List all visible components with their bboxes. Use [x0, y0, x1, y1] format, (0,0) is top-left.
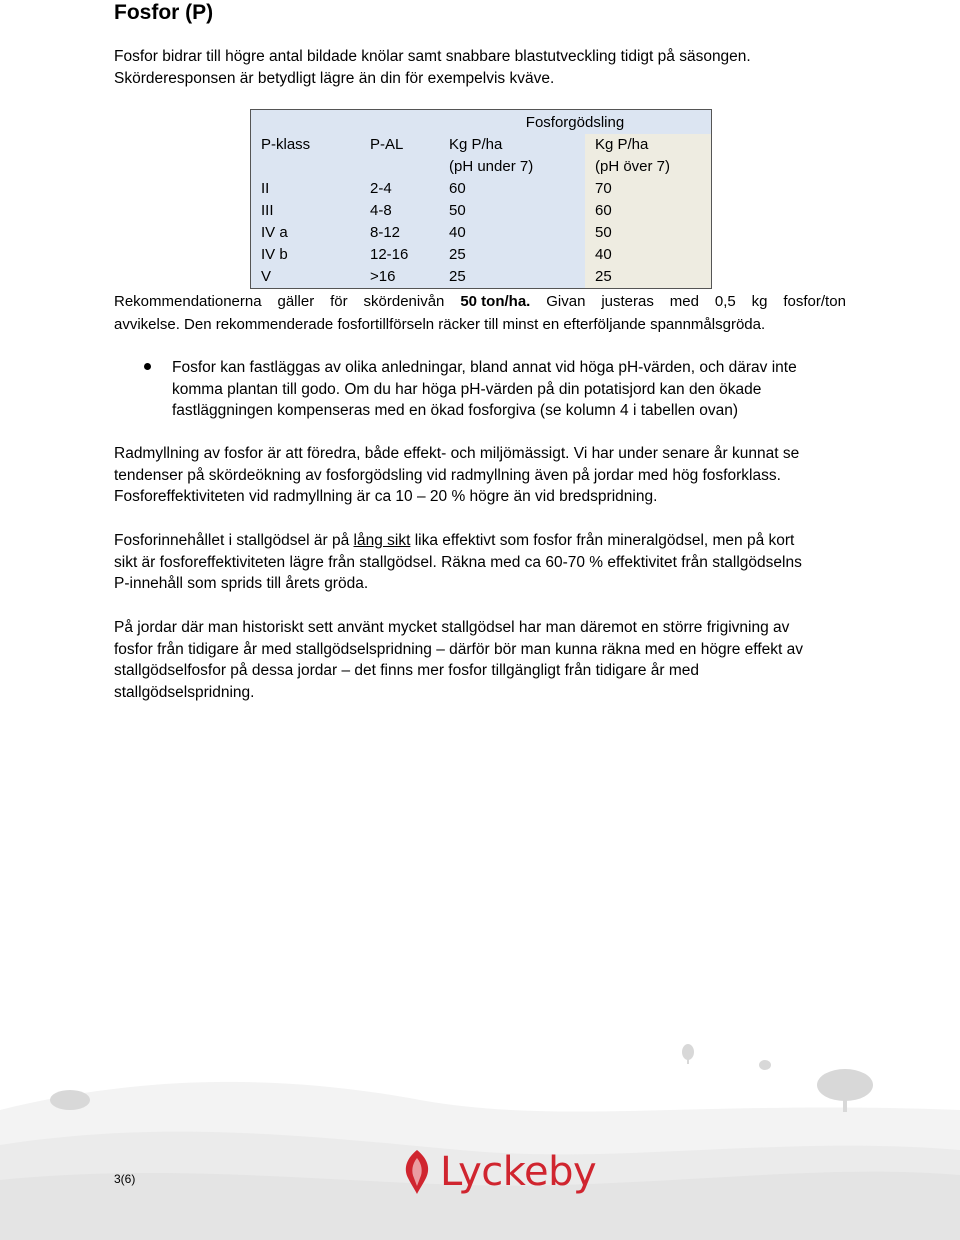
- table-cell: 25: [439, 244, 585, 266]
- table-cell: V: [251, 266, 360, 288]
- underlined-phrase: lång sikt: [353, 532, 411, 549]
- recommendation-text: [114, 290, 846, 336]
- recommendation-line-1: Rekommendationerna gäller för skördenivån 50 ton/ha. Givan justeras med 0,5 kg fosfor/ton: [114, 290, 846, 313]
- table-cell: 40: [439, 222, 585, 244]
- table-cell: 50: [585, 222, 711, 244]
- paragraph-jordar: På jordar där man historiskt sett använt mycket stallgödsel har man däremot en större frigivning av fosfor från tidigare år med stallgödselspridning – därför bör man kunna räkna med en högre effekt av stallgödselfosfor på dessa jordar – det finns mer fosfor tillgängligt från tidigare år med stallgödselspridning.: [114, 619, 803, 702]
- fosfor-table: [251, 110, 711, 288]
- table-cell: 60: [439, 178, 585, 200]
- lyckeby-logo: [400, 1148, 596, 1196]
- table-row: [251, 244, 711, 266]
- table-header-pklass: P-klass: [251, 134, 360, 156]
- lyckeby-mark-icon: [400, 1148, 434, 1196]
- table-cell: 25: [439, 266, 585, 288]
- table-row: [251, 178, 711, 200]
- table-subheader-over: (pH över 7): [585, 156, 711, 178]
- table-cell: >16: [360, 266, 439, 288]
- table-header-kg-over: Kg P/ha: [585, 134, 711, 156]
- table-cell: 2-4: [360, 178, 439, 200]
- table-corner: [251, 110, 360, 134]
- bullet-item: Fosfor kan fastläggas av olika anledningar, bland annat vid höga pH-värden, och därav inte komma plantan till godo. Om du har höga pH-värden på din potatisjord kan den ökade fastläggningen kompenseras med en ökad fosforgiva (se kolumn 4 i tabellen ovan): [172, 359, 797, 420]
- table-cell: II: [251, 178, 360, 200]
- table-subheader-under: (pH under 7): [439, 156, 585, 178]
- table-group-header: Fosforgödsling: [439, 110, 711, 134]
- recommendation-line-2: avvikelse. Den rekommenderade fosfortillförseln räcker till minst en efterföljande spannmålsgröda.: [114, 316, 766, 333]
- paragraph-stallgodsel: Fosforinnehållet i stallgödsel är på lång sikt lika effektivt som fosfor från mineralgödsel, men på kort sikt är fosforeffektiviteten lägre från stallgödsel. Räkna med ca 60-70 % effektivitet från stallgödselns P-innehåll som sprids till årets gröda.: [114, 532, 802, 593]
- table-row: [251, 266, 711, 288]
- table-cell: IV a: [251, 222, 360, 244]
- landscape-illustration: [0, 1040, 960, 1240]
- table-header-kg-under: Kg P/ha: [439, 134, 585, 156]
- table-cell: 60: [585, 200, 711, 222]
- table-cell: 40: [585, 244, 711, 266]
- table-row: [251, 200, 711, 222]
- intro-line-1: Fosfor bidrar till högre antal bildade knölar samt snabbare blastutveckling tidigt på säsongen.: [114, 48, 751, 65]
- page-title: Fosfor (P): [114, 1, 214, 24]
- paragraph-radmyllning: Radmyllning av fosfor är att föredra, både effekt- och miljömässigt. Vi har under senare år kunnat se tendenser på skördeökning av fosforgödsling vid radmyllning även på jordar med hög fosforklass. Fosforeffektiviteten vid radmyllning är ca 10 – 20 % högre än vid bredspridning.: [114, 445, 800, 506]
- page-number: 3(6): [114, 1172, 136, 1186]
- intro-line-2: Skörderesponsen är betydligt lägre än din för exempelvis kväve.: [114, 70, 555, 87]
- logo-text: Lyckeby: [440, 1149, 597, 1195]
- intro-paragraph: [114, 46, 846, 90]
- table-cell: III: [251, 200, 360, 222]
- table-cell: 8-12: [360, 222, 439, 244]
- table-cell: 4-8: [360, 200, 439, 222]
- table-row: [251, 222, 711, 244]
- bullet-dot-icon: [144, 363, 151, 370]
- table-header-pal: P-AL: [360, 134, 439, 156]
- table-cell: 70: [585, 178, 711, 200]
- table-cell: 25: [585, 266, 711, 288]
- table-cell: 12-16: [360, 244, 439, 266]
- yield-level: 50 ton/ha.: [460, 293, 531, 310]
- table-cell: IV b: [251, 244, 360, 266]
- table-cell: 50: [439, 200, 585, 222]
